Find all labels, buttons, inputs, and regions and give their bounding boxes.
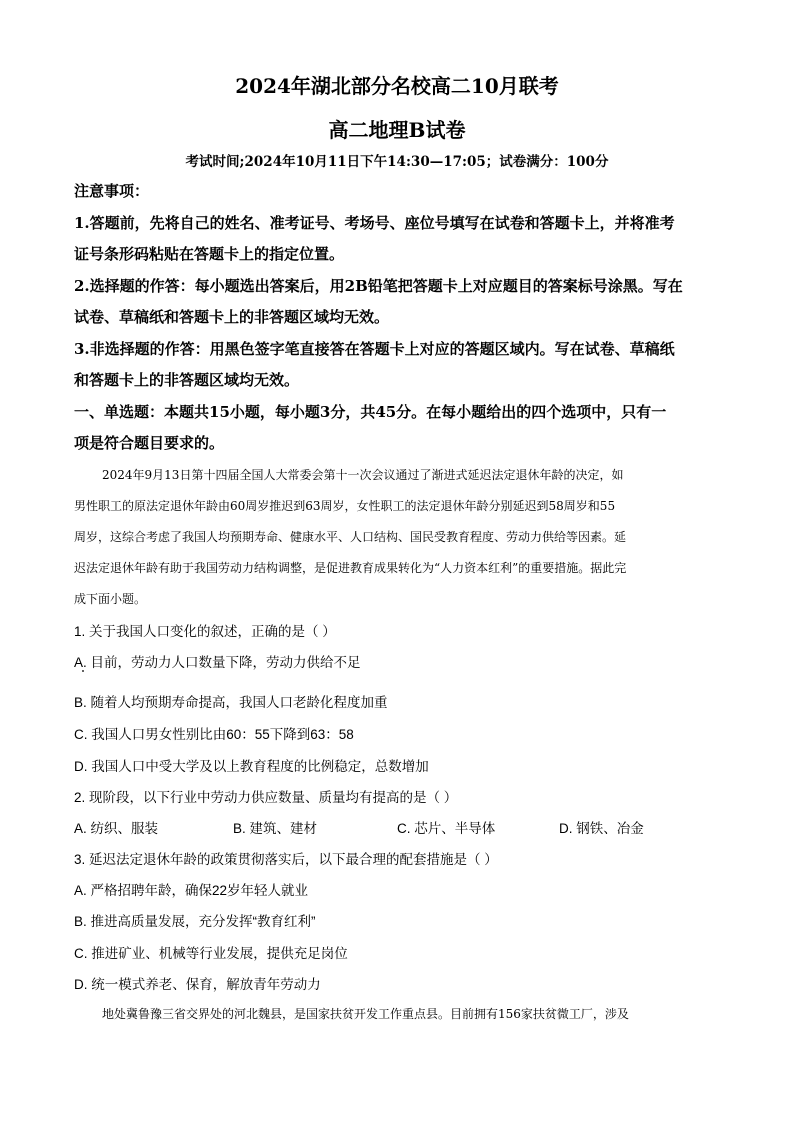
notes-line: 试卷、草稿纸和答题卡上的非答题区域均无效。 [74, 308, 390, 326]
option-b: B. 随着人均预期寿命提高，我国人口老龄化程度加重 [74, 695, 388, 710]
option-c: C. 推进矿业、机械等行业发展，提供充足岗位 [74, 946, 348, 961]
option-d: D. 钢铁、冶金 [559, 821, 644, 836]
passage-line: 周岁，这综合考虑了我国人均预期寿命、健康水平、人口结构、国民受教育程度、劳动力供给等因素。延 [74, 530, 627, 544]
option-d: D. 统一模式养老、保育，解放青年劳动力 [74, 977, 321, 992]
stray-dot [82, 670, 84, 672]
question-stem: 3. 延迟法定退休年龄的政策贯彻落实后，以下最合理的配套措施是（ ） [74, 852, 498, 867]
passage-line: 男性职工的原法定退休年龄由60周岁推迟到63周岁，女性职工的法定退休年龄分别延迟到58周岁和55 [74, 499, 616, 513]
passage-line: 地处冀鲁豫三省交界处的河北魏县，是国家扶贫开发工作重点县。目前拥有156家扶贫微工厂，涉及 [102, 1007, 629, 1021]
option-c: C. 我国人口男女性别比由60：55下降到63：58 [74, 727, 354, 742]
section-heading: 项是符合题目要求的。 [74, 434, 225, 452]
option-b: B. 建筑、建材 [233, 821, 318, 836]
notes-line: 3.非选择题的作答：用黑色签字笔直接答在答题卡上对应的答题区域内。写在试卷、草稿纸 [74, 340, 675, 358]
passage-line: 2024年9月13日第十四届全国人大常委会第十一次会议通过了渐进式延迟法定退休年龄的决定，如 [102, 468, 624, 482]
notes-line: 2.选择题的作答：每小题选出答案后，用2B铅笔把答题卡上对应题目的答案标号涂黑。写在 [74, 277, 683, 295]
passage-line: 迟法定退休年龄有助于我国劳动力结构调整，是促进教育成果转化为“人力资本红利”的重要措施。据此完 [74, 561, 627, 575]
option-c: C. 芯片、半导体 [397, 821, 496, 836]
passage-line: 成下面小题。 [74, 592, 147, 606]
notes-line: 1.答题前，先将自己的姓名、准考证号、考场号、座位号填写在试卷和答题卡上，并将准考 [74, 214, 675, 232]
exam-subtitle: 高二地理B试卷 [328, 118, 466, 142]
option-d: D. 我国人口中受大学及以上教育程度的比例稳定，总数增加 [74, 759, 429, 774]
option-b: B. 推进高质量发展，充分发挥“教育红利” [74, 914, 316, 929]
exam-info: 考试时间;2024年10月11日下午14:30—17:05；试卷满分：100分 [185, 154, 609, 170]
question-stem: 2. 现阶段，以下行业中劳动力供应数量、质量均有提高的是（ ） [74, 790, 458, 805]
option-a: A. 目前，劳动力人口数量下降，劳动力供给不足 [74, 655, 361, 670]
section-heading: 一、单选题：本题共15小题，每小题3分，共45分。在每小题给出的四个选项中，只有一 [74, 403, 667, 421]
option-a: A. 严格招聘年龄，确保22岁年轻人就业 [74, 883, 309, 898]
notes-heading: 注意事项： [74, 182, 150, 200]
notes-line: 证号条形码粘贴在答题卡上的指定位置。 [74, 245, 345, 263]
question-stem: 1. 关于我国人口变化的叙述，正确的是（ ） [74, 624, 336, 639]
option-a: A. 纺织、服装 [74, 821, 159, 836]
exam-title: 2024年湖北部分名校高二10月联考 [235, 74, 559, 98]
notes-line: 和答题卡上的非答题区域均无效。 [74, 371, 300, 389]
